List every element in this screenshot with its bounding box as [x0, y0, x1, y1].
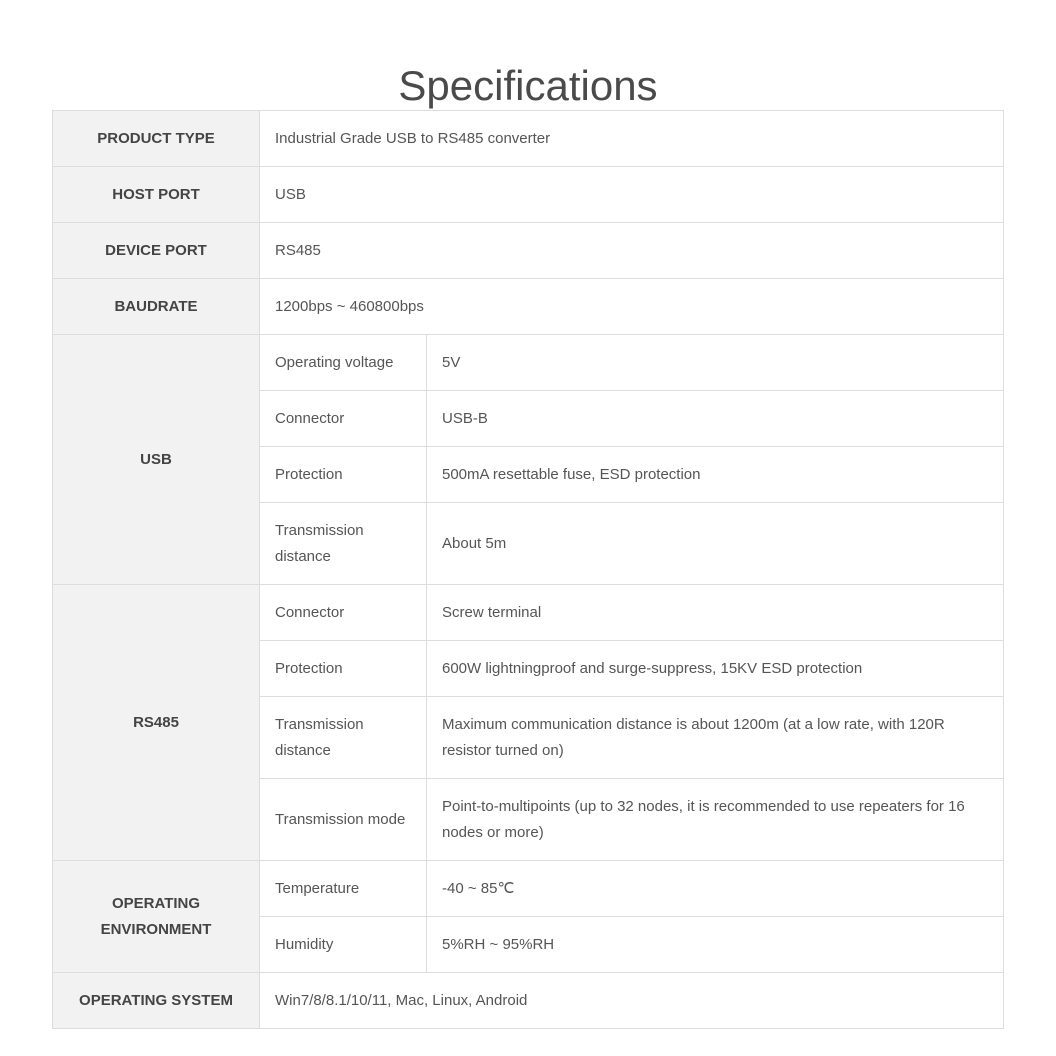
row-value-baudrate: 1200bps ~ 460800bps	[260, 279, 1004, 335]
item-value: About 5m	[427, 503, 1004, 585]
group-label-rs485: RS485	[53, 585, 260, 861]
table-row	[53, 335, 1004, 391]
specifications-table	[52, 110, 1004, 1029]
table-row	[53, 279, 1004, 335]
item-name: Protection	[260, 641, 427, 697]
item-name: Protection	[260, 447, 427, 503]
item-value: USB-B	[427, 391, 1004, 447]
row-label-baudrate: BAUDRATE	[53, 279, 260, 335]
item-value: Screw terminal	[427, 585, 1004, 641]
item-value: -40 ~ 85℃	[427, 861, 1004, 917]
item-name: Operating voltage	[260, 335, 427, 391]
item-name: Transmission mode	[260, 779, 427, 861]
item-name: Humidity	[260, 917, 427, 973]
item-name: Transmission distance	[260, 697, 427, 779]
group-label-usb: USB	[53, 335, 260, 585]
row-value-product-type: Industrial Grade USB to RS485 converter	[260, 111, 1004, 167]
item-value: Maximum communication distance is about 1200m (at a low rate, with 120R resistor turned on)	[427, 697, 1004, 779]
table-row	[53, 111, 1004, 167]
item-name: Connector	[260, 391, 427, 447]
table-row	[53, 861, 1004, 917]
page-title: Specifications	[398, 62, 658, 110]
item-value: 600W lightningproof and surge-suppress, 15KV ESD protection	[427, 641, 1004, 697]
group-label-operating-environment: OPERATING ENVIRONMENT	[53, 861, 260, 973]
item-value: 500mA resettable fuse, ESD protection	[427, 447, 1004, 503]
item-name: Connector	[260, 585, 427, 641]
row-label-host-port: HOST PORT	[53, 167, 260, 223]
item-value: 5V	[427, 335, 1004, 391]
row-label-device-port: DEVICE PORT	[53, 223, 260, 279]
row-value-host-port: USB	[260, 167, 1004, 223]
item-name: Temperature	[260, 861, 427, 917]
item-value: Point-to-multipoints (up to 32 nodes, it is recommended to use repeaters for 16 nodes or more)	[427, 779, 1004, 861]
table-row	[53, 167, 1004, 223]
row-value-operating-system: Win7/8/8.1/10/11, Mac, Linux, Android	[260, 973, 1004, 1029]
item-name: Transmission distance	[260, 503, 427, 585]
table-row	[53, 585, 1004, 641]
table-row	[53, 973, 1004, 1029]
table-row	[53, 223, 1004, 279]
row-label-product-type: PRODUCT TYPE	[53, 111, 260, 167]
item-value: 5%RH ~ 95%RH	[427, 917, 1004, 973]
row-value-device-port: RS485	[260, 223, 1004, 279]
row-label-operating-system: OPERATING SYSTEM	[53, 973, 260, 1029]
